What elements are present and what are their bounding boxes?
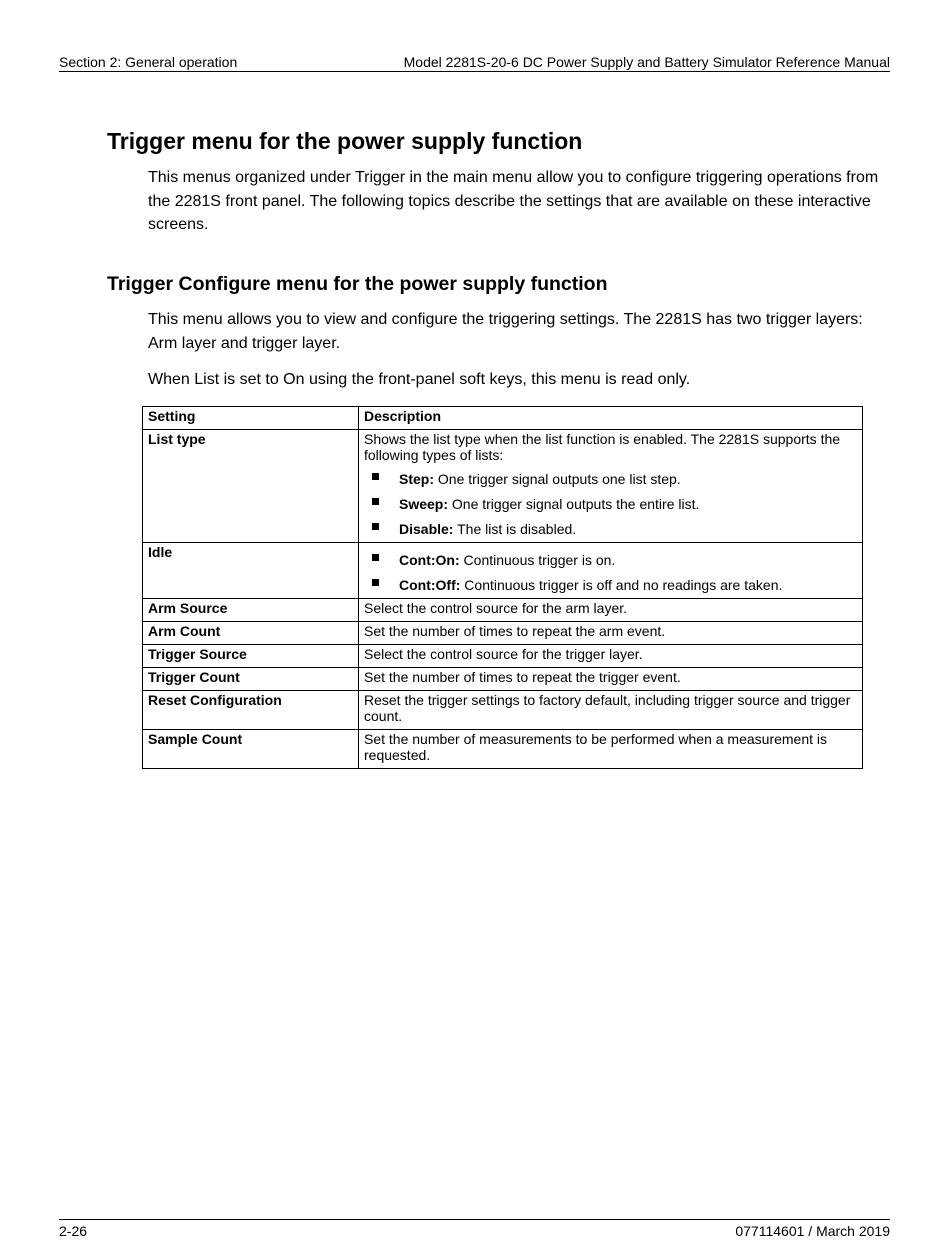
bullet-term: Cont:Off: xyxy=(399,577,461,593)
list-item xyxy=(364,577,857,593)
section-intro: This menus organized under Trigger in the main menu allow you to configure triggering operations from the 2281S front panel. The following topics describe the settings that are available on these interactive screens. xyxy=(148,169,879,233)
bullet-text: Continuous trigger is on. xyxy=(459,552,616,568)
setting-cell: Reset Configuration xyxy=(143,691,359,730)
setting-cell: Trigger Source xyxy=(143,645,359,668)
document-number-date: 077114601 / March 2019 xyxy=(735,1223,890,1239)
bullet-text: The list is disabled. xyxy=(453,521,577,537)
setting-cell: Trigger Count xyxy=(143,668,359,691)
page-header xyxy=(59,54,890,72)
bullet-term: Cont:On: xyxy=(399,552,460,568)
setting-cell: List type xyxy=(143,430,359,543)
bullet-term: Sweep: xyxy=(399,496,449,512)
table-row xyxy=(143,668,863,691)
header-manual-title: Model 2281S-20-6 DC Power Supply and Battery Simulator Reference Manual xyxy=(403,54,890,70)
description-cell: Set the number of times to repeat the arm event. xyxy=(359,622,863,645)
table-row xyxy=(143,730,863,769)
square-bullet-icon xyxy=(372,498,379,505)
square-bullet-icon xyxy=(372,523,379,530)
list-item xyxy=(364,471,857,487)
square-bullet-icon xyxy=(372,473,379,480)
page-number: 2-26 xyxy=(59,1223,88,1239)
subsection-title: Trigger Configure menu for the power supply function xyxy=(107,273,608,295)
setting-cell: Idle xyxy=(143,543,359,599)
bullet-text: Continuous trigger is off and no readings are taken. xyxy=(460,577,783,593)
square-bullet-icon xyxy=(372,579,379,586)
description-text: Shows the list type when the list function is enabled. The 2281S supports the following types of lists: xyxy=(364,431,841,463)
page-footer xyxy=(59,1219,890,1239)
description-cell: Reset the trigger settings to factory default, including trigger source and trigger count. xyxy=(359,691,863,730)
setting-cell: Arm Count xyxy=(143,622,359,645)
description-cell: Select the control source for the arm layer. xyxy=(359,599,863,622)
table-row xyxy=(143,691,863,730)
table-row xyxy=(143,645,863,668)
bullet-term: Step: xyxy=(399,471,434,487)
table-header-row xyxy=(143,407,863,430)
table-row xyxy=(143,599,863,622)
list-item xyxy=(364,521,857,537)
header-setting: Setting xyxy=(143,407,359,430)
setting-cell: Arm Source xyxy=(143,599,359,622)
description-cell: Set the number of times to repeat the trigger event. xyxy=(359,668,863,691)
bullet-text: One trigger signal outputs one list step. xyxy=(434,471,681,487)
square-bullet-icon xyxy=(372,554,379,561)
table-row xyxy=(143,543,863,599)
bullet-list xyxy=(364,471,857,537)
setting-cell: Sample Count xyxy=(143,730,359,769)
description-cell: Select the control source for the trigger layer. xyxy=(359,645,863,668)
description-cell xyxy=(359,543,863,599)
table-row xyxy=(143,430,863,543)
subsection-paragraph-1: This menu allows you to view and configure the triggering settings. The 2281S has two trigger layers: Arm layer and trigger layer. xyxy=(148,311,863,352)
header-section-label: Section 2: General operation xyxy=(59,54,238,70)
section-title: Trigger menu for the power supply function xyxy=(107,128,583,154)
bullet-term: Disable: xyxy=(399,521,454,537)
list-item xyxy=(364,496,857,512)
subsection-paragraph-2: When List is set to On using the front-panel soft keys, this menu is read only. xyxy=(148,371,691,388)
list-item xyxy=(364,552,857,568)
description-cell: Set the number of measurements to be performed when a measurement is requested. xyxy=(359,730,863,769)
bullet-text: One trigger signal outputs the entire list. xyxy=(448,496,700,512)
description-cell xyxy=(359,430,863,543)
bullet-list xyxy=(364,552,857,593)
header-description: Description xyxy=(359,407,863,430)
table-row xyxy=(143,622,863,645)
settings-table xyxy=(142,406,863,769)
